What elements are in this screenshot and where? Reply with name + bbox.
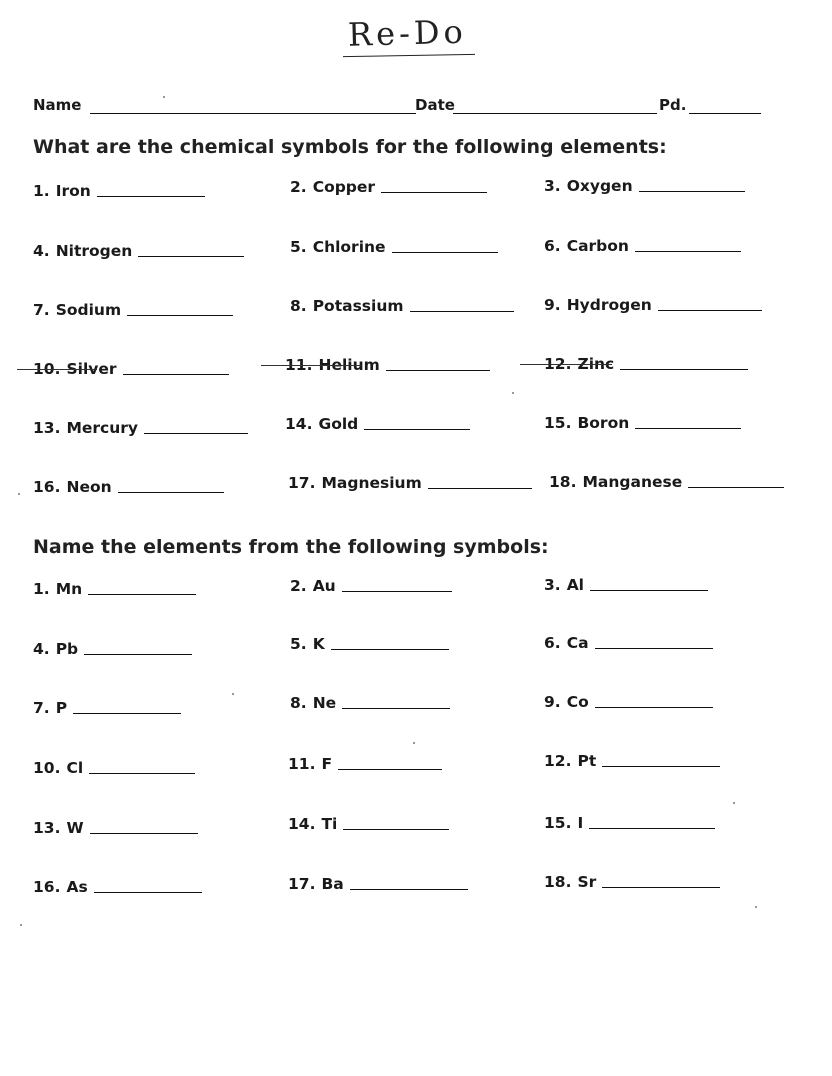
strike-through-line xyxy=(520,364,612,365)
answer-blank[interactable] xyxy=(94,892,202,893)
list-item: 3. Oxygen xyxy=(544,176,745,200)
answer-blank[interactable] xyxy=(392,252,498,253)
answer-blank[interactable] xyxy=(342,708,450,709)
answer-blank[interactable] xyxy=(144,433,248,434)
period-field[interactable] xyxy=(689,113,761,114)
section1-heading: What are the chemical symbols for the following elements: xyxy=(33,136,667,158)
scan-speck xyxy=(512,392,514,394)
scan-speck xyxy=(733,802,735,804)
answer-blank[interactable] xyxy=(595,648,713,649)
list-item: 10. Silver xyxy=(33,359,229,383)
list-item: 9. Co xyxy=(544,692,713,716)
list-item: 12. Zinc xyxy=(544,354,748,378)
list-item: 8. Potassium xyxy=(290,296,514,320)
date-field[interactable] xyxy=(453,113,657,114)
list-item: 11. Helium xyxy=(285,355,490,379)
list-item: 9. Hydrogen xyxy=(544,295,762,319)
answer-blank[interactable] xyxy=(89,773,195,774)
answer-blank[interactable] xyxy=(658,310,762,311)
answer-blank[interactable] xyxy=(620,369,748,370)
answer-blank[interactable] xyxy=(602,887,720,888)
header-row xyxy=(33,96,773,118)
list-item: 11. F xyxy=(288,754,442,778)
answer-blank[interactable] xyxy=(428,488,532,489)
page-title: Re-Do xyxy=(347,12,468,54)
answer-blank[interactable] xyxy=(84,654,192,655)
list-item: 6. Carbon xyxy=(544,236,741,260)
answer-blank[interactable] xyxy=(350,889,468,890)
answer-blank[interactable] xyxy=(97,196,205,197)
list-item: 14. Gold xyxy=(285,414,470,438)
period-label: Pd. xyxy=(659,96,687,114)
list-item: 5. Chlorine xyxy=(290,237,498,261)
scan-speck xyxy=(20,924,22,926)
answer-blank[interactable] xyxy=(331,649,449,650)
answer-blank[interactable] xyxy=(688,487,784,488)
answer-blank[interactable] xyxy=(639,191,745,192)
date-label: Date xyxy=(415,96,455,114)
strike-through-line xyxy=(261,365,361,366)
answer-blank[interactable] xyxy=(364,429,470,430)
list-item: 2. Au xyxy=(290,576,452,600)
list-item: 13. Mercury xyxy=(33,418,248,442)
list-item: 12. Pt xyxy=(544,751,720,775)
list-item: 1. Mn xyxy=(33,579,196,603)
answer-blank[interactable] xyxy=(118,492,224,493)
list-item: 7. Sodium xyxy=(33,300,233,324)
list-item: 6. Ca xyxy=(544,633,713,657)
answer-blank[interactable] xyxy=(635,251,741,252)
answer-blank[interactable] xyxy=(123,374,229,375)
list-item: 14. Ti xyxy=(288,814,449,838)
title-underline xyxy=(343,54,475,57)
list-item: 4. Nitrogen xyxy=(33,241,244,265)
list-item: 18. Manganese xyxy=(549,472,784,496)
scan-speck xyxy=(413,742,415,744)
list-item: 15. I xyxy=(544,813,715,837)
list-item: 17. Ba xyxy=(288,874,468,898)
answer-blank[interactable] xyxy=(90,833,198,834)
list-item: 1. Iron xyxy=(33,181,205,205)
list-item: 2. Copper xyxy=(290,177,487,201)
answer-blank[interactable] xyxy=(127,315,233,316)
scan-speck xyxy=(18,493,20,495)
section2-heading: Name the elements from the following symbols: xyxy=(33,536,549,558)
list-item: 17. Magnesium xyxy=(288,473,532,497)
answer-blank[interactable] xyxy=(635,428,741,429)
answer-blank[interactable] xyxy=(386,370,490,371)
scan-speck xyxy=(755,906,757,908)
answer-blank[interactable] xyxy=(338,769,442,770)
name-field[interactable] xyxy=(90,113,416,114)
list-item: 3. Al xyxy=(544,575,708,599)
answer-blank[interactable] xyxy=(589,828,715,829)
list-item: 10. Cl xyxy=(33,758,195,782)
scan-speck xyxy=(163,96,165,98)
answer-blank[interactable] xyxy=(343,829,449,830)
answer-blank[interactable] xyxy=(73,713,181,714)
list-item: 4. Pb xyxy=(33,639,192,663)
list-item: 13. W xyxy=(33,818,198,842)
list-item: 7. P xyxy=(33,698,181,722)
scan-speck xyxy=(232,693,234,695)
answer-blank[interactable] xyxy=(602,766,720,767)
answer-blank[interactable] xyxy=(138,256,244,257)
list-item: 16. As xyxy=(33,877,202,901)
answer-blank[interactable] xyxy=(88,594,196,595)
answer-blank[interactable] xyxy=(342,591,452,592)
list-item: 18. Sr xyxy=(544,872,720,896)
list-item: 16. Neon xyxy=(33,477,224,501)
answer-blank[interactable] xyxy=(381,192,487,193)
list-item: 8. Ne xyxy=(290,693,450,717)
answer-blank[interactable] xyxy=(590,590,708,591)
answer-blank[interactable] xyxy=(595,707,713,708)
list-item: 15. Boron xyxy=(544,413,741,437)
name-label: Name xyxy=(33,96,82,114)
list-item: 5. K xyxy=(290,634,449,658)
answer-blank[interactable] xyxy=(410,311,514,312)
strike-through-line xyxy=(17,369,97,370)
